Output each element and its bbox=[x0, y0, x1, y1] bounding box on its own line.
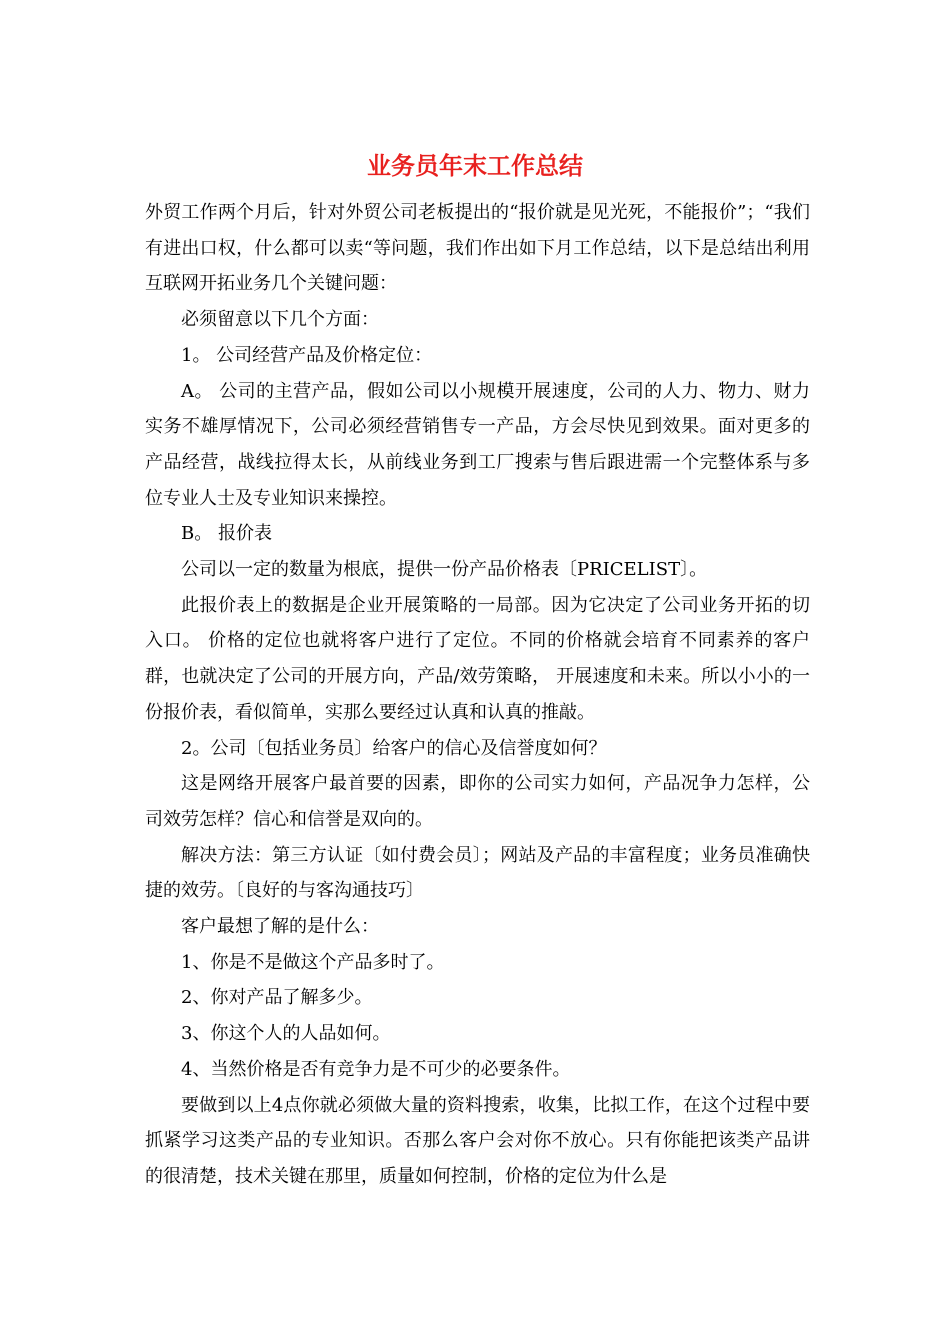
paragraph: 解决方法：第三方认证〔如付费会员〕；网站及产品的丰富程度；业务员准确快捷的效劳。〔良好的与客沟通技巧〕 bbox=[145, 844, 810, 902]
paragraph: A。 公司的主营产品，假如公司以小规模开展速度，公司的人力、物力、财力实务不雄厚情况下，公司必须经营销售专一产品，方会尽快见到效果。面对更多的产品经营，战线拉得太长，从前线业务到工厂搜索与售后跟进需一个完整体系与多位专业人士及专业知识来操控。 bbox=[145, 380, 810, 509]
paragraph: 外贸工作两个月后，针对外贸公司老板提出的“报价就是见光死，不能报价”；“我们有进出口权，什么都可以卖“等问题，我们作出如下月工作总结，以下是总结出利用互联网开拓业务几个关键问题： bbox=[145, 202, 810, 295]
section-heading: 1。 公司经营产品及价格定位： bbox=[181, 344, 433, 366]
section-heading: 2。公司〔包括业务员〕给客户的信心及信誉度如何？ bbox=[181, 737, 607, 759]
list-item: 2、你对产品了解多少。 bbox=[181, 987, 373, 1009]
paragraph: 这是网络开展客户最首要的因素，即你的公司实力如何，产品况争力怎样，公司效劳怎样？信心和信誉是双向的。 bbox=[145, 773, 810, 830]
list-item: 1、你是不是做这个产品多时了。 bbox=[181, 951, 445, 973]
document-title: 业务员年末工作总结 bbox=[367, 151, 583, 180]
document-body bbox=[145, 195, 810, 1195]
section-heading: B。 报价表 bbox=[181, 523, 272, 545]
paragraph: 公司以一定的数量为根底，提供一份产品价格表〔PRICELIST〕。 bbox=[181, 559, 708, 581]
list-item: 3、你这个人的人品如何。 bbox=[181, 1023, 391, 1045]
paragraph: 要做到以上4点你就必须做大量的资料搜索，收集，比拟工作，在这个过程中要抓紧学习这类产品的专业知识。否那么客户会对你不放心。只有你能把该类产品讲的很清楚，技术关键在那里，质量如何控制，价格的定位为什么是 bbox=[145, 1094, 810, 1187]
paragraph: 客户最想了解的是什么： bbox=[181, 916, 379, 938]
paragraph: 此报价表上的数据是企业开展策略的一局部。因为它决定了公司业务开拓的切入口。 价格的定位也就将客户进行了定位。不同的价格就会培育不同素养的客户群，也就决定了公司的开展方向，产品/效劳策略， 开展速度和未来。所以小小的一份报价表，看似简单，实那么要经过认真和认真的推敲。 bbox=[145, 594, 810, 723]
list-item: 4、当然价格是否有竞争力是不可少的必要条件。 bbox=[181, 1058, 571, 1080]
paragraph: 必须留意以下几个方面： bbox=[181, 309, 379, 331]
